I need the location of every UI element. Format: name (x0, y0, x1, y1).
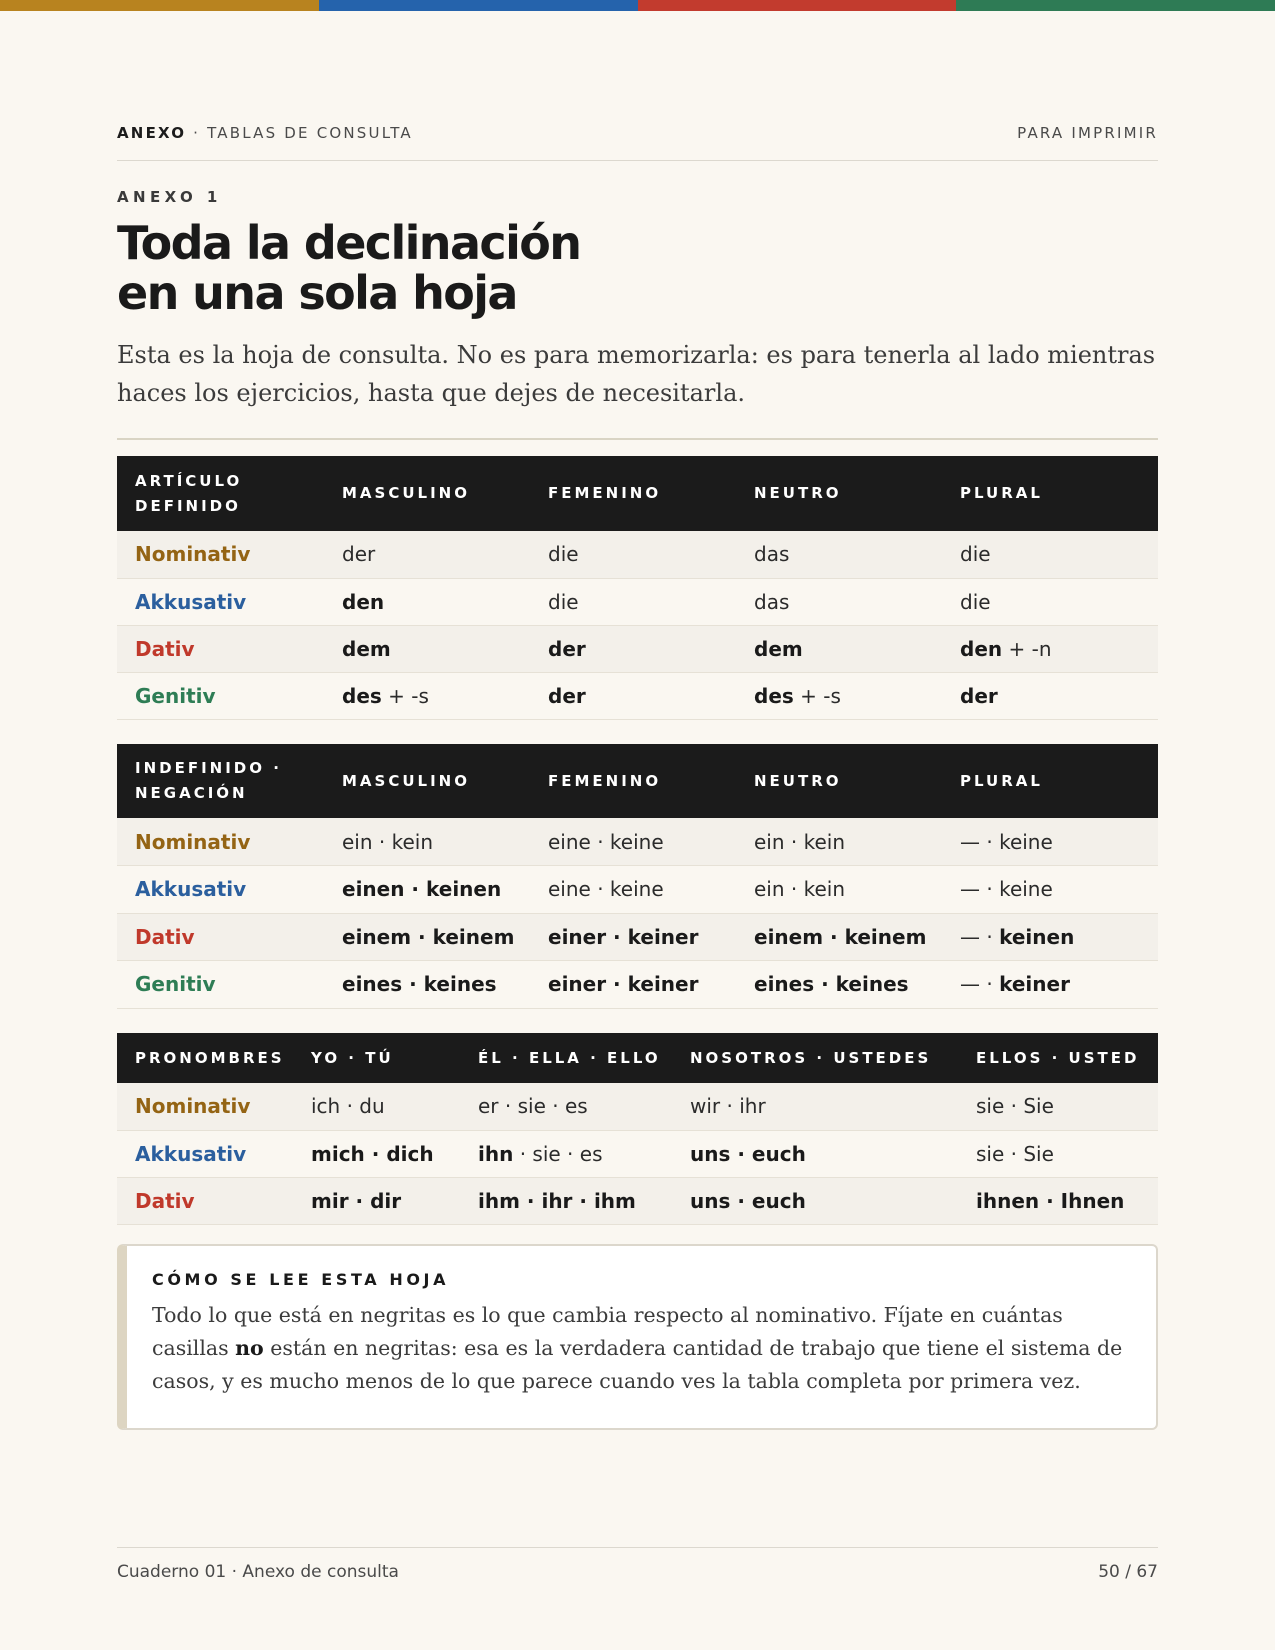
stripe-segment-red (638, 0, 957, 11)
cell-value: ihn (478, 1141, 514, 1166)
cell-suffix: · sie · es (513, 1141, 603, 1166)
cell-value: keinen (999, 924, 1075, 949)
lead-paragraph: Esta es la hoja de consulta. No es para memorizarla: es para tenerla al lado mientras haces los ejercicios, hasta que dejes de necesitarla. (117, 341, 1156, 407)
table-cell (736, 531, 942, 578)
cell-value: eines · keines (342, 972, 497, 997)
case-label: Nominativ (117, 1083, 293, 1130)
cell-value: das (754, 589, 790, 614)
header-divider (117, 160, 1158, 161)
column-header: INDEFINIDO · NEGACIÓN (135, 759, 282, 802)
cell-value: das (754, 542, 790, 567)
definite-article-table (117, 456, 1158, 720)
case-label: Nominativ (117, 531, 324, 578)
color-stripe (0, 0, 1275, 11)
table-cell (460, 1130, 672, 1177)
table-cell (736, 578, 942, 625)
table-cell (324, 531, 530, 578)
table-cell (324, 913, 530, 961)
table-row (117, 578, 1158, 625)
table-row (117, 913, 1158, 961)
cell-value: der (548, 683, 586, 708)
table-cell (530, 531, 736, 578)
column-header: MASCULINO (342, 771, 470, 790)
table-cell (942, 531, 1158, 578)
note-body-bold: no (235, 1336, 264, 1360)
cell-suffix: + -s (381, 683, 429, 708)
table-cell (530, 913, 736, 961)
cell-value: dem (342, 636, 391, 661)
table-cell (530, 866, 736, 914)
cell-value: eine · keine (548, 829, 664, 854)
table-cell (942, 625, 1158, 672)
column-header: YO · TÚ (311, 1048, 394, 1067)
cell-value: dem (754, 636, 803, 661)
stripe-segment-gold (0, 0, 319, 11)
table-cell (293, 1130, 460, 1177)
table-cell (324, 578, 530, 625)
note-body (152, 1299, 1126, 1398)
cell-value: mir · dir (311, 1188, 402, 1213)
table-cell (530, 818, 736, 866)
table-cell (958, 1130, 1158, 1177)
cell-value: eine · keine (548, 877, 664, 902)
header-separator: · (193, 124, 201, 142)
table-row (117, 531, 1158, 578)
table-cell (736, 818, 942, 866)
header-right-label: PARA IMPRIMIR (1017, 124, 1158, 142)
table-header-row (117, 744, 1158, 818)
table-cell (942, 866, 1158, 914)
table-cell (530, 672, 736, 719)
table-cell (672, 1083, 958, 1130)
title-line-1: Toda la declinación (117, 216, 581, 270)
cell-value: einer · keiner (548, 924, 699, 949)
title-line-2: en una sola hoja (117, 266, 517, 320)
table-header-row (117, 1033, 1158, 1083)
case-label: Dativ (117, 913, 324, 961)
table-cell (672, 1177, 958, 1224)
table-cell (736, 913, 942, 961)
page-footer (117, 1562, 1158, 1582)
table-cell (324, 866, 530, 914)
cell-value: ihm · ihr · ihm (478, 1188, 636, 1213)
case-label: Genitiv (117, 672, 324, 719)
cell-value: der (548, 636, 586, 661)
reading-note (117, 1244, 1158, 1430)
table-cell (736, 961, 942, 1009)
cell-value: einem · keinem (342, 924, 515, 949)
table-cell (530, 578, 736, 625)
column-header: ÉL · ELLA · ELLO (478, 1048, 661, 1067)
column-header: NOSOTROS · USTEDES (690, 1048, 932, 1067)
column-header: NEUTRO (754, 484, 842, 502)
case-label: Dativ (117, 625, 324, 672)
table-cell (958, 1083, 1158, 1130)
table-row (117, 866, 1158, 914)
page-number: 50 / 67 (1098, 1562, 1158, 1582)
table-cell (324, 625, 530, 672)
table-cell (324, 961, 530, 1009)
table-cell (942, 961, 1158, 1009)
table-cell (942, 913, 1158, 961)
cell-prefix: — · (960, 972, 1000, 997)
table-row (117, 625, 1158, 672)
cell-value: der (960, 683, 998, 708)
table-cell (942, 672, 1158, 719)
pronouns-table (117, 1033, 1158, 1225)
cell-value: die (960, 542, 991, 567)
cell-suffix: + -n (1002, 636, 1052, 661)
table-cell (530, 625, 736, 672)
case-label: Akkusativ (117, 866, 324, 914)
footer-left: Cuaderno 01 · Anexo de consulta (117, 1562, 399, 1582)
cell-value: keiner (999, 972, 1070, 997)
running-header (117, 124, 1158, 142)
note-title: CÓMO SE LEE ESTA HOJA (152, 1270, 450, 1289)
cell-value: wir · ihr (690, 1094, 766, 1119)
case-label: Akkusativ (117, 1130, 293, 1177)
column-header: ELLOS · USTED (976, 1048, 1140, 1067)
table-cell (736, 866, 942, 914)
cell-value: ein · kein (754, 829, 846, 854)
cell-value: die (548, 542, 579, 567)
header-subtitle: TABLAS DE CONSULTA (207, 124, 413, 142)
column-header: PRONOMBRES (135, 1048, 285, 1067)
page-title (117, 218, 817, 318)
eyebrow: ANEXO 1 (117, 188, 222, 206)
column-header: FEMENINO (548, 771, 662, 790)
cell-value: einer · keiner (548, 972, 699, 997)
table-cell (460, 1177, 672, 1224)
cell-value: die (960, 589, 991, 614)
stripe-segment-blue (319, 0, 638, 11)
table-cell (672, 1130, 958, 1177)
note-body-part-1: Todo lo que está en negritas es lo que cambia respecto al nominativo. Fíjate en cuántas casillas (152, 1303, 1063, 1360)
cell-value: der (342, 542, 376, 567)
cell-value: einen · keinen (342, 877, 502, 902)
cell-value: den (342, 589, 385, 614)
table-cell (736, 625, 942, 672)
case-label: Dativ (117, 1177, 293, 1224)
cell-value: des (754, 683, 794, 708)
table-cell (942, 818, 1158, 866)
case-label: Genitiv (117, 961, 324, 1009)
cell-value: uns · euch (690, 1141, 806, 1166)
cell-value: des (342, 683, 382, 708)
column-header: NEUTRO (754, 771, 842, 790)
running-header-left (117, 124, 413, 142)
cell-value: — · keine (960, 829, 1053, 854)
cell-value: ein · kein (342, 829, 434, 854)
table-row (117, 672, 1158, 719)
cell-value: uns · euch (690, 1188, 806, 1213)
indefinite-negation-table (117, 744, 1158, 1009)
header-section: ANEXO (117, 124, 187, 142)
footer-divider (117, 1547, 1158, 1548)
table-row (117, 961, 1158, 1009)
cell-value: einem · keinem (754, 924, 927, 949)
cell-value: eines · keines (754, 972, 909, 997)
lead-divider (117, 438, 1158, 440)
cell-value: — · keine (960, 877, 1053, 902)
cell-value: sie · Sie (976, 1141, 1054, 1166)
table-row (117, 818, 1158, 866)
table-row (117, 1130, 1158, 1177)
table-cell (942, 578, 1158, 625)
table-row (117, 1177, 1158, 1224)
case-label: Nominativ (117, 818, 324, 866)
cell-prefix: — · (960, 924, 1000, 949)
table-header-row (117, 456, 1158, 531)
stripe-segment-green (956, 0, 1275, 11)
cell-value: den (960, 636, 1003, 661)
table-row (117, 1083, 1158, 1130)
cell-value: ihnen · Ihnen (976, 1188, 1125, 1213)
cell-value: ich · du (311, 1094, 385, 1119)
cell-value: ein · kein (754, 877, 846, 902)
column-header: ARTÍCULO DEFINIDO (135, 471, 243, 515)
column-header: PLURAL (960, 484, 1043, 502)
table-cell (460, 1083, 672, 1130)
table-cell (324, 672, 530, 719)
table-cell (293, 1083, 460, 1130)
table-cell (324, 818, 530, 866)
cell-value: die (548, 589, 579, 614)
table-cell (736, 672, 942, 719)
cell-value: er · sie · es (478, 1094, 588, 1119)
cell-value: sie · Sie (976, 1094, 1054, 1119)
cell-suffix: + -s (793, 683, 841, 708)
note-body-part-2: están en negritas: esa es la verdadera cantidad de trabajo que tiene el sistema de casos, y es mucho menos de lo que parece cuando ves la tabla completa por primera vez. (152, 1336, 1123, 1393)
column-header: MASCULINO (342, 484, 470, 502)
column-header: FEMENINO (548, 484, 662, 502)
case-label: Akkusativ (117, 578, 324, 625)
cell-value: mich · dich (311, 1141, 434, 1166)
column-header: PLURAL (960, 771, 1043, 790)
table-cell (958, 1177, 1158, 1224)
table-cell (530, 961, 736, 1009)
table-cell (293, 1177, 460, 1224)
